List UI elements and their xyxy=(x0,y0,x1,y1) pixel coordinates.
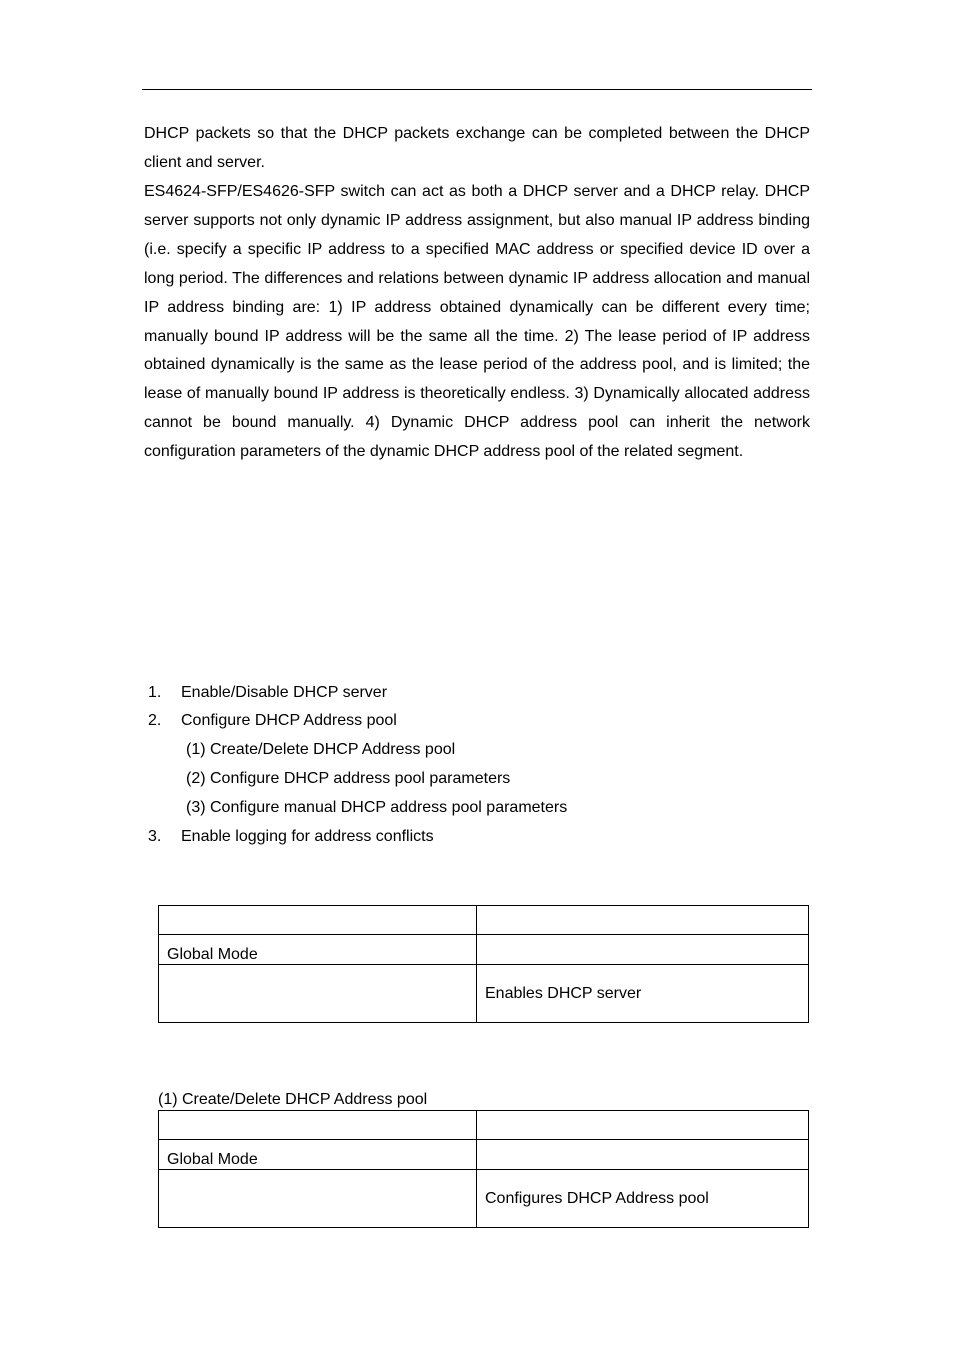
table-cell-mode: Global Mode xyxy=(159,935,477,965)
table-cell-command xyxy=(159,1170,477,1228)
table-row xyxy=(159,1111,809,1140)
command-table-dhcp-server xyxy=(158,905,809,1023)
table-cell xyxy=(159,1111,477,1140)
table-cell-mode: Global Mode xyxy=(159,1140,477,1170)
table-cell xyxy=(477,935,809,965)
body-paragraph-1: DHCP packets so that the DHCP packets exchange can be completed between the DHCP client and server. xyxy=(144,125,810,171)
table-cell xyxy=(477,1111,809,1140)
table-cell xyxy=(159,906,477,935)
table-row xyxy=(159,965,809,1023)
table-row xyxy=(159,1140,809,1170)
list-item-number: 3. xyxy=(148,828,162,845)
table-caption: (1) Create/Delete DHCP Address pool xyxy=(158,1091,428,1108)
table-cell-command xyxy=(159,965,477,1023)
table-cell-explanation: Configures DHCP Address pool xyxy=(477,1170,809,1228)
command-table-address-pool xyxy=(158,1110,809,1228)
table-row xyxy=(159,935,809,965)
list-item-text: Enable logging for address conflicts xyxy=(181,828,434,845)
table-cell xyxy=(477,1140,809,1170)
header-rule xyxy=(142,89,812,90)
sub-list-item: (3) Configure manual DHCP address pool parameters xyxy=(186,799,568,816)
table-row xyxy=(159,906,809,935)
body-paragraph-2: ES4624-SFP/ES4626-SFP switch can act as both a DHCP server and a DHCP relay. DHCP server supports not only dynamic IP address assignment, but also manual IP address binding (i.e. specify a specific IP address to a specified MAC address or specified device ID over a long period. The differences and relations between dynamic IP address allocation and manual IP address binding are: 1) IP address obtained dynamically can be different every time; manually bound IP address will be the same all the time. 2) The lease period of IP address obtained dynamically is the same as the lease period of the address pool, and is limited; the lease of manually bound IP address is theoretically endless. 3) Dynamically allocated address cannot be bound manually. 4) Dynamic DHCP address pool can inherit the network configuration parameters of the dynamic DHCP address pool of the related segment. xyxy=(144,183,810,461)
table-row xyxy=(159,1170,809,1228)
list-item-text: Enable/Disable DHCP server xyxy=(181,684,388,701)
list-item-number: 2. xyxy=(148,712,162,729)
table-cell xyxy=(477,906,809,935)
table-cell-explanation: Enables DHCP server xyxy=(477,965,809,1023)
list-item-text: Configure DHCP Address pool xyxy=(181,712,397,729)
sub-list-item: (2) Configure DHCP address pool parameters xyxy=(186,770,511,787)
list-item-number: 1. xyxy=(148,684,162,701)
sub-list-item: (1) Create/Delete DHCP Address pool xyxy=(186,741,456,758)
